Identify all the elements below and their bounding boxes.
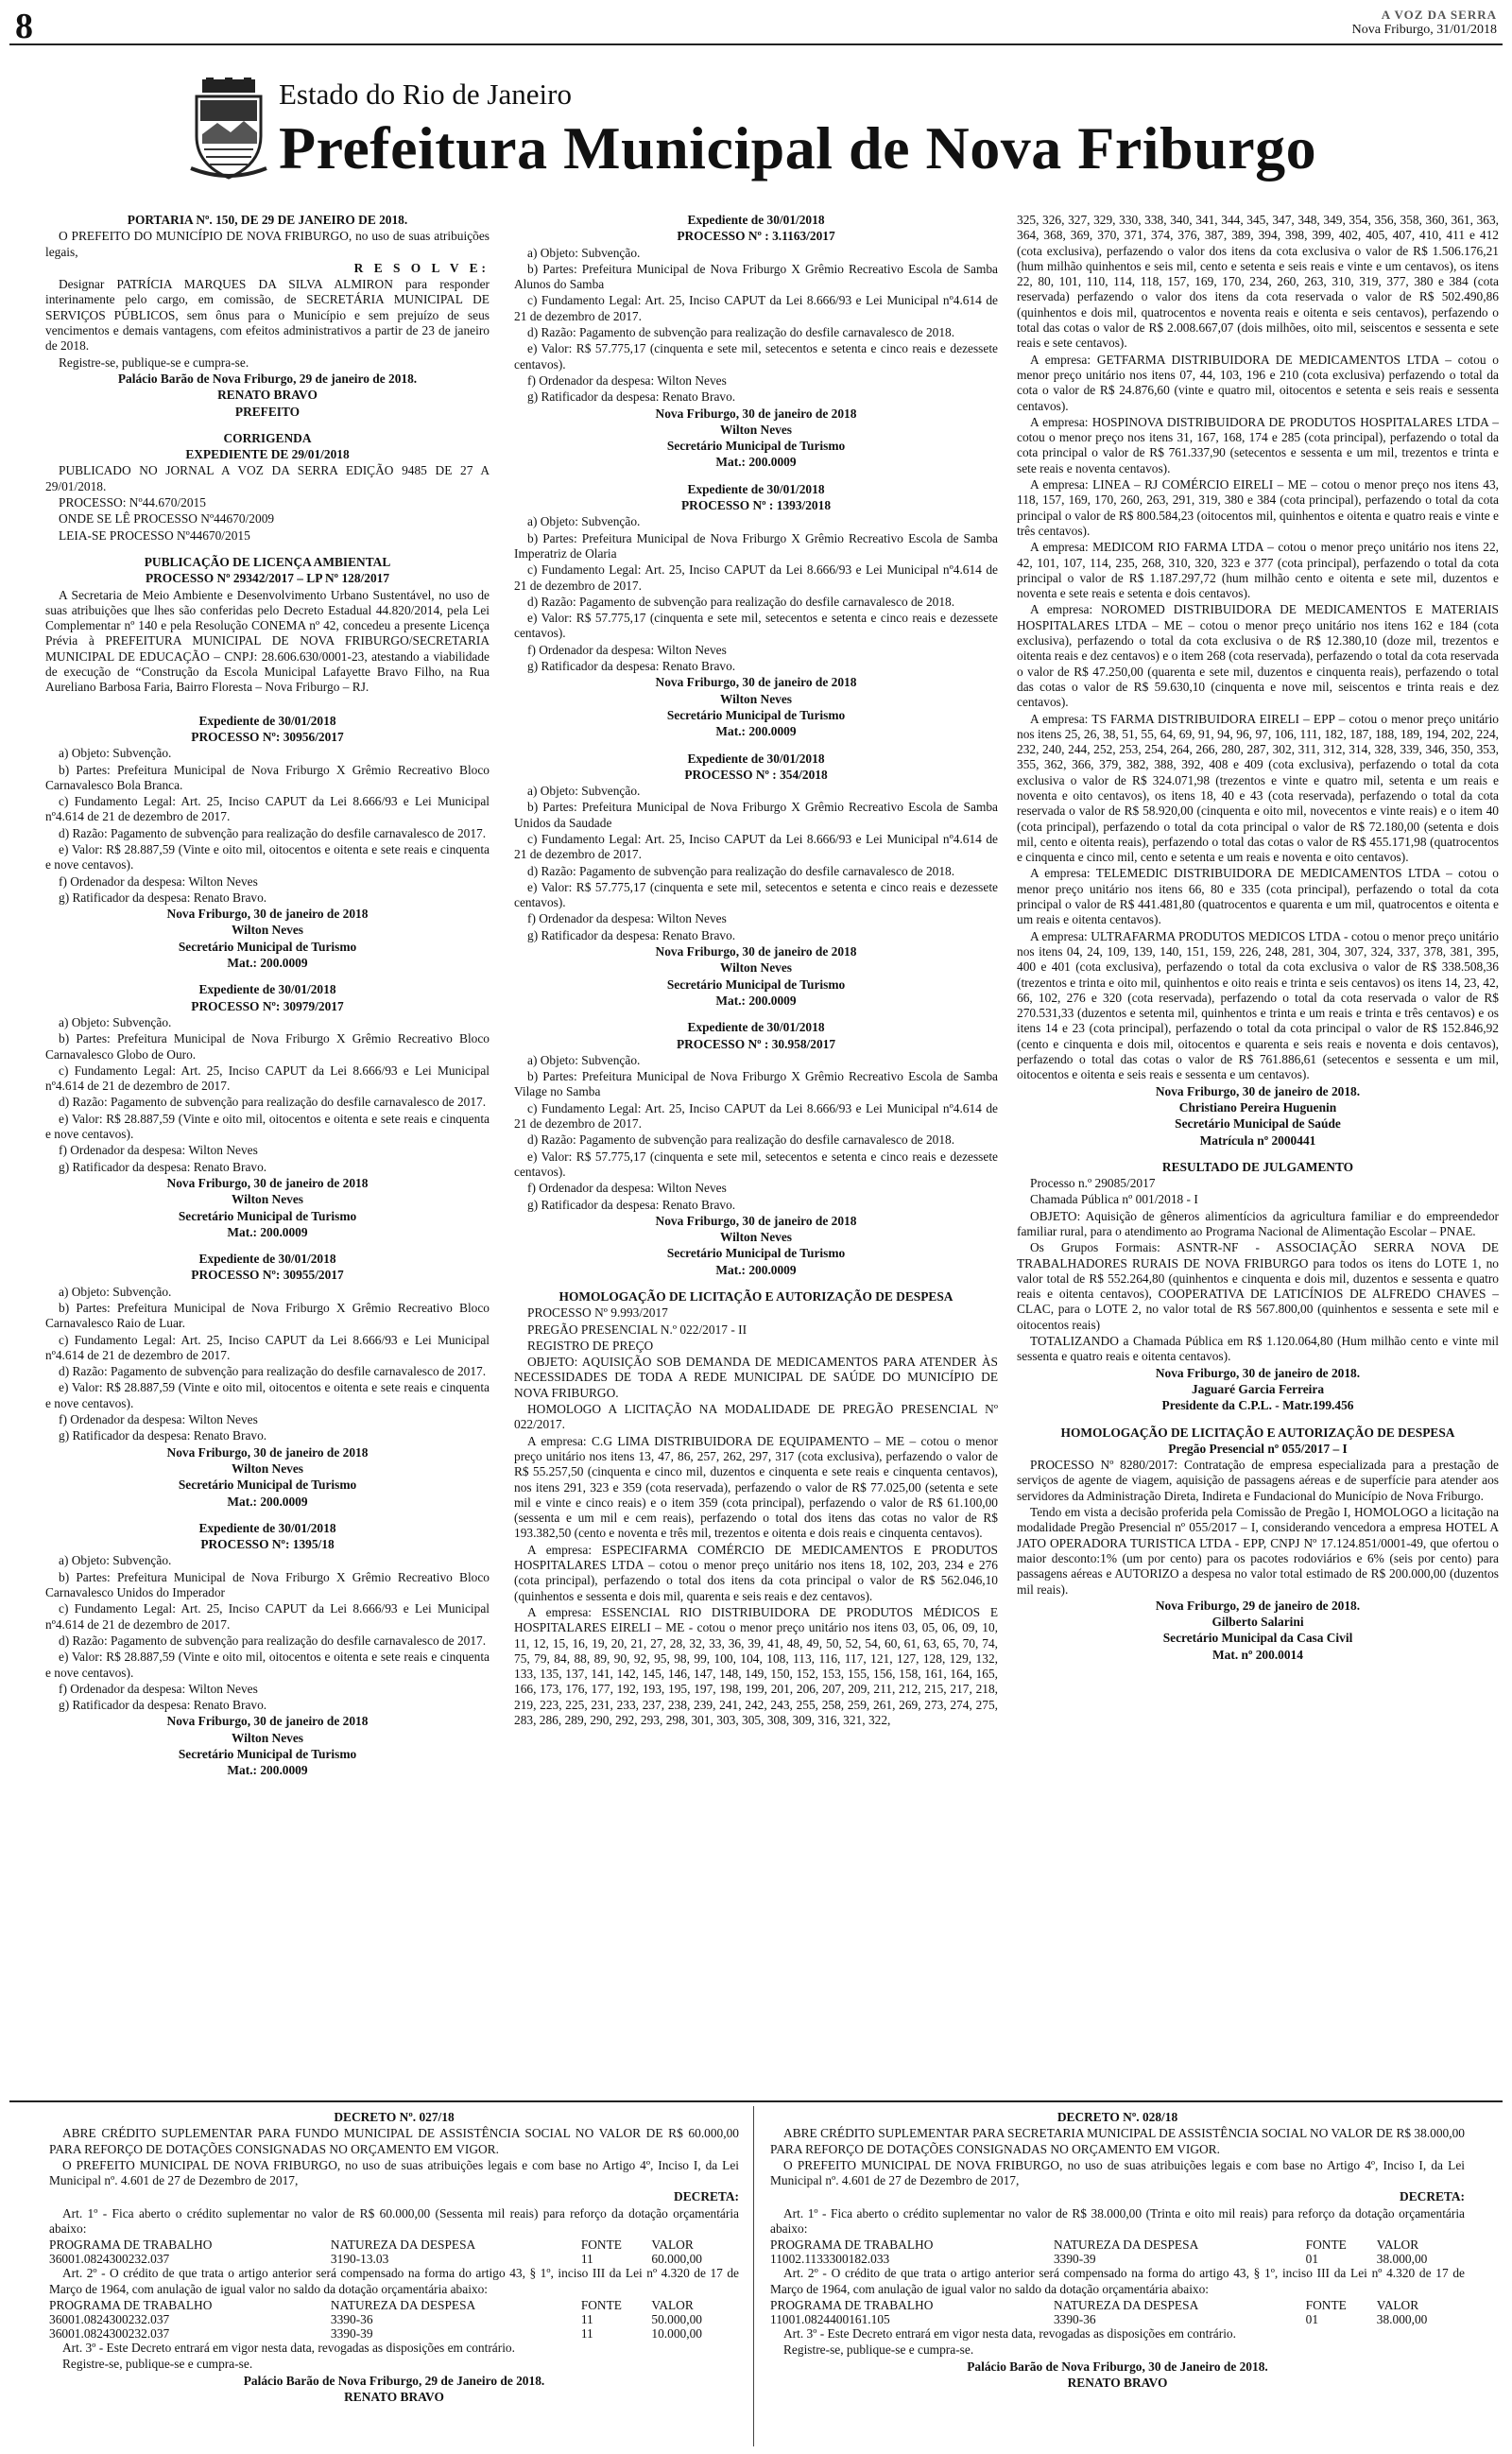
table-cell: 36001.0824300232.037 — [49, 2252, 170, 2267]
expediente-block — [514, 1020, 998, 1278]
government-header — [189, 78, 1323, 191]
expediente-valor: e) Valor: R$ 57.775,17 (cinquenta e sete mil, setecentos e setenta e cinco reais e dezessete centavos). — [514, 341, 998, 372]
expediente-sig-mat: Mat.: 200.0009 — [715, 1262, 797, 1277]
expediente-partes: b) Partes: Prefeitura Municipal de Nova Friburgo X Grêmio Recreativo Bloco Carnavalesco Bola Branca. — [45, 762, 490, 792]
homologacao-hospinova: A empresa: HOSPINOVA DISTRIBUIDORA DE PRODUTOS HOSPITALARES LTDA – cotou o menor preço nos itens 31, 167, 168, 174 e 285 (cota principal), perfazendo o total da cota principal o valor de R$ 761.337,90 (setecentos e sessenta e um mil, trezentos e trinta e sete reais e noventa centavos). — [1017, 414, 1499, 475]
expediente-sig-mat: Mat.: 200.0009 — [227, 956, 308, 971]
table-cell: 3390-39 — [330, 2325, 373, 2341]
resultado-chamada: Chamada Pública nº 001/2018 - I — [1030, 1192, 1198, 1207]
portaria-title: PORTARIA Nº. 150, DE 29 DE JANEIRO DE 2018. — [127, 213, 408, 227]
table-header: PROGRAMA DE TRABALHO — [49, 2297, 213, 2312]
expediente-valor: e) Valor: R$ 28.887,59 (Vinte e oito mil, oitocentos e oitenta e sete reais e cinquenta e nove centavos). — [45, 841, 490, 873]
expediente-fundamento: c) Fundamento Legal: Art. 25, Inciso CAPUT da Lei 8.666/93 e Lei Municipal nº4.614 de 21 de dezembro de 2017. — [45, 1063, 490, 1094]
portaria-signer: RENATO BRAVO — [217, 388, 318, 403]
decreto-table-2 — [770, 2298, 1465, 2326]
portaria-body: Designar PATRÍCIA MARQUES DA SILVA ALMIRON para responder interinamente pelo cargo, em comissão, de SECRETÁRIA MUNICIPAL DE SERVIÇOS PÚBLICOS, sem ônus para o Município e sem prejuízo de seus vencimentos e demais vantagens, com efeitos administrativos a partir de 23 de janeiro de 2018. — [45, 277, 490, 354]
expediente-date: Expediente de 30/01/2018 — [687, 481, 825, 496]
table-cell: 11002.1133300182.033 — [770, 2252, 890, 2267]
homologacao-essencial-rio-cont: 325, 326, 327, 329, 330, 338, 340, 341, 344, 345, 347, 348, 349, 354, 356, 358, 360, 361, 363, 364, 368, 369, 370, 371, 374, 376, 387, 389, 394, 398, 399, 402, 405, 407, 410, 411 e 412 (cota exclusiva), perfazendo o valor dos itens da cota exclusiva o valor de R$ 1.506.176,21 (hum milhão quinhentos e seis mil, cento e setenta e seis reais e vinte e um centavos), os itens 22, 80, 101, 110, 114, 118, 157, 169, 170, 234, 260, 263, 310, 319, 377, 380 e 384 (cota reservada) perfazendo o valor dos itens da cota reservada o valor de R$ 502.490,86 (quinhentos e dois mil, quatrocentos e noventa reais e oitenta e seis centavos), perfazendo o total das cotas o valor de R$ 2.008.667,07 (dois milhões, oito mil, seiscentos e sessenta e sete reais e sete centavos). — [1017, 213, 1499, 351]
decree-divider — [753, 2106, 754, 2446]
decreto-ementa: ABRE CRÉDITO SUPLEMENTAR PARA FUNDO MUNICIPAL DE ASSISTÊNCIA SOCIAL NO VALOR DE R$ 60.000,00 PARA REFORÇO DE DOTAÇÕES CONSIGNADAS NO ORÇAMENTO EM VIGOR. — [49, 2126, 739, 2156]
expediente-fundamento: c) Fundamento Legal: Art. 25, Inciso CAPUT da Lei 8.666/93 e Lei Municipal nº4.614 de 21 de dezembro de 2017. — [514, 293, 998, 323]
expediente-sig-date: Nova Friburgo, 30 de janeiro de 2018 — [655, 1213, 857, 1228]
table-cell: 60.000,00 — [651, 2252, 702, 2267]
expediente-objeto: a) Objeto: Subvenção. — [59, 1014, 172, 1029]
expediente-ratificador: g) Ratificador da despesa: Renato Bravo. — [59, 890, 267, 905]
homologacao2-sig-mat: Mat. nº 200.0014 — [1212, 1647, 1303, 1662]
table-cell: 01 — [1305, 2252, 1319, 2267]
decreto-signer: RENATO BRAVO — [1067, 2375, 1168, 2390]
expediente-valor: e) Valor: R$ 28.887,59 (Vinte e oito mil, oitocentos e oitenta e sete reais e cinquenta e nove centavos). — [45, 1650, 490, 1680]
resultado-sig-name: Jaguaré Garcia Ferreira — [1191, 1381, 1325, 1396]
decreto-palace-date: Palácio Barão de Nova Friburgo, 29 de Janeiro de 2018. — [243, 2373, 545, 2388]
homologacao-cg-lima: A empresa: C.G LIMA DISTRIBUIDORA DE EQUIPAMENTO – ME – cotou o menor preço unitário nos itens 13, 47, 86, 257, 262, 297, 317 (cota exclusiva), perfazendo o valor de R$ 55.257,50 (cinquenta e cinco mil, duzentos e cinquenta e sete reais e cinquenta centavos), nos itens 291, 323 e 359 (cota reservada), perfazendo o valor de R$ 77.025,00 (setenta e sete mil e vinte e cinco reais) e o item 359 (cota principal), perfazendo o valor de R$ 61.100,00 (sessenta e um mil e cem reais), perfazendo o total dos itens das cotas no valor de R$ 193.382,50 (cento e noventa e três mil, trezentos e oitenta e dois reais e cinquenta centavos). — [514, 1433, 998, 1541]
decreto-title: DECRETO Nº. 028/18 — [1057, 2110, 1178, 2124]
expediente-block — [514, 752, 998, 1010]
table-row — [770, 2312, 1465, 2326]
decreto-art2: Art. 2º - O crédito de que trata o artigo anterior será compensado na forma do artigo 43, § 1º, inciso III da Lei nº 4.320 de 17 de Março de 1964, com anulação de igual valor no saldo da dotação orçamentária abaixo: — [770, 2266, 1465, 2296]
table-row — [49, 2326, 739, 2341]
expediente-processo: PROCESSO Nº : 1393/2018 — [680, 498, 832, 513]
expediente-sig-date: Nova Friburgo, 30 de janeiro de 2018 — [166, 1175, 369, 1190]
expediente-ratificador: g) Ratificador da despesa: Renato Bravo. — [527, 927, 736, 942]
homologacao-getfarma: A empresa: GETFARMA DISTRIBUIDORA DE MEDICAMENTOS LTDA – cotou o menor preço unitário nos itens 07, 44, 103, 196 e 210 (cota exclusiva) perfazendo o total da cota o valor de R$ 24.876,60 (vinte e quatro mil, oitocentos e setenta e seis reais e sessenta centavos). — [1017, 352, 1499, 413]
column-3 — [1017, 213, 1499, 1664]
decreto-art3: Art. 3º - Este Decreto entrará em vigor nesta data, revogadas as disposições em contrário. — [62, 2340, 515, 2355]
column-2 — [514, 213, 998, 1729]
expediente-ratificador: g) Ratificador da despesa: Renato Bravo. — [527, 1197, 736, 1212]
expediente-fundamento: c) Fundamento Legal: Art. 25, Inciso CAPUT da Lei 8.666/93 e Lei Municipal nº4.614 de 21 de dezembro de 2017. — [514, 562, 998, 593]
expediente-objeto: a) Objeto: Subvenção. — [59, 746, 172, 761]
decreto-table-2 — [49, 2298, 739, 2341]
expediente-objeto: a) Objeto: Subvenção. — [59, 1553, 172, 1568]
table-header: PROGRAMA DE TRABALHO — [770, 2297, 934, 2312]
portaria-register: Registre-se, publique-se e cumpra-se. — [59, 354, 249, 370]
homologacao2-decisao: Tendo em vista a decisão proferida pela Comissão de Pregão I, HOMOLOGO a licitação na modalidade Pregão Presencial nº 055/2017 – I, considerando vencedora a empresa HOTEL A JATO OPERADORA TURISTICA LTDA - EPP, CNPJ Nº 17.124.851/0001-49, que ofertou o maior desconto:1% (um por cento) para os pacotes rodoviários e 6% (seis por cento) para passagens aéreas e AUTORIZO a despesa no valor total estimado de R$ 200.000,00 (duzentos mil reais). — [1017, 1505, 1499, 1597]
resultado-grupos: Os Grupos Formais: ASNTR-NF - ASSOCIAÇÃO SERRA NOVA DE TRABALHADORES RURAIS DE NOVA FRIBURGO para todos os itens do LOTE 1, no valor total de R$ 552.264,80 (quinhentos e cinquenta e dois mil, duzentos e sessenta e quatro reais e oitenta centavos), COOPERATIVA DE LATICÍNIOS DE ALFREDO CHAVES – CLAC, para o LOTE 2, no valor total de R$ 567.800,00 (quinhentos e sessenta e sete mil e oitocentos reais) — [1017, 1240, 1499, 1332]
expediente-sig-name: Wilton Neves — [231, 923, 303, 938]
expediente-fundamento: c) Fundamento Legal: Art. 25, Inciso CAPUT da Lei 8.666/93 e Lei Municipal nº4.614 de 21 de dezembro de 2017. — [514, 831, 998, 862]
expediente-sig-role: Secretário Municipal de Turismo — [666, 707, 846, 722]
expediente-sig-name: Wilton Neves — [719, 960, 792, 976]
expediente-fundamento: c) Fundamento Legal: Art. 25, Inciso CAPUT da Lei 8.666/93 e Lei Municipal nº4.614 de 21 de dezembro de 2017. — [514, 1100, 998, 1132]
paper-name: A VOZ DA SERRA — [1381, 8, 1497, 22]
licenca-text: A Secretaria de Meio Ambiente e Desenvolvimento Urbano Sustentável, no uso de suas atribuições que lhes são conferidas pelo Decreto Estadual 44.820/2014, pela Lei Complementar nº 140 e pela Resolução CONEMA nº 42, concedeu a presente Licença Prévia à PREFEITURA MUNICIPAL DE NOVA FRIBURGO/SECRETARIA MUNICIPAL DE EDUCAÇÃO – CNPJ: 28.606.630/0001-23, atestando a viabilidade de execução de “Construção da Escola Municipal Lafayette Bravo Filho, na Rua Aureliano Barbosa Faria, Bairro Floresta – Nova Friburgo – RJ. — [45, 587, 490, 695]
table-row — [49, 2252, 739, 2266]
expediente-partes: b) Partes: Prefeitura Municipal de Nova Friburgo X Grêmio Recreativo Escola de Samba Unidos da Saudade — [514, 800, 998, 830]
resultado-total: TOTALIZANDO a Chamada Pública em R$ 1.120.064,80 (Hum milhão cento e vinte mil sessenta e quatro reais e oitenta centavos). — [1017, 1334, 1499, 1364]
expediente-processo: PROCESSO Nº : 30.958/2017 — [676, 1036, 836, 1051]
decreto-palace-date: Palácio Barão de Nova Friburgo, 30 de Janeiro de 2018. — [967, 2359, 1268, 2374]
expediente-objeto: a) Objeto: Subvenção. — [59, 1284, 172, 1299]
expediente-sig-mat: Mat.: 200.0009 — [715, 993, 797, 1008]
decreto-art1: Art. 1º - Fica aberto o crédito suplementar no valor de R$ 60.000,00 (Sessenta mil reais) para reforço da dotação orçamentária abaixo: — [49, 2205, 739, 2237]
table-header-row — [49, 2298, 739, 2312]
corrigenda-title: CORRIGENDA — [223, 430, 312, 445]
expediente-sig-role: Secretário Municipal de Turismo — [666, 976, 846, 992]
expediente-sig-role: Secretário Municipal de Turismo — [178, 1208, 357, 1223]
expediente-objeto: a) Objeto: Subvenção. — [527, 1052, 641, 1067]
corrigenda-publicado: PUBLICADO NO JORNAL A VOZ DA SERRA EDIÇÃO 9485 DE 27 A 29/01/2018. — [45, 463, 490, 493]
homologacao-objeto: OBJETO: AQUISIÇÃO SOB DEMANDA DE MEDICAMENTOS PARA ATENDER ÀS NECESSIDADES DE TODA A REDE MUNICIPAL DE SAÚDE DO MUNICÍPIO DE NOVA FRIBURGO. — [514, 1355, 998, 1400]
table-header: NATUREZA DA DESPESA — [1053, 2238, 1199, 2253]
table-header: FONTE — [580, 2297, 622, 2312]
expediente-ordenador: f) Ordenador da despesa: Wilton Neves — [527, 911, 727, 926]
expediente-partes: b) Partes: Prefeitura Municipal de Nova Friburgo X Grêmio Recreativo Escola de Samba Alunos do Samba — [514, 261, 998, 292]
table-header: VALOR — [651, 2238, 694, 2253]
expediente-sig-name: Wilton Neves — [231, 1730, 303, 1745]
table-cell: 38.000,00 — [1376, 2252, 1428, 2267]
expediente-sig-date: Nova Friburgo, 30 de janeiro de 2018 — [166, 1444, 369, 1460]
expediente-razao: d) Razão: Pagamento de subvenção para realização do desfile carnavalesco de 2017. — [59, 825, 487, 840]
resultado-objeto: OBJETO: Aquisição de gêneros alimentícios da agricultura familiar e do empreendedor familiar rural, para o atendimento ao Programa Nacional de Alimentação Escolar – PNAE. — [1017, 1208, 1499, 1238]
decreto-decreta: DECRETA: — [674, 2189, 739, 2204]
table-cell: 50.000,00 — [651, 2311, 702, 2326]
homologacao-medicom: A empresa: MEDICOM RIO FARMA LTDA – cotou o menor preço unitário nos itens 22, 42, 101, 107, 114, 235, 268, 310, 320, 323 e 377 (cota principal), perfazendo o total da cota principal o valor de R$ 1.187.297,72 (hum milhão cento e oitenta e sete mil, duzentos e noventa e sete reais e setenta e dois centavos). — [1017, 540, 1499, 601]
expediente-ordenador: f) Ordenador da despesa: Wilton Neves — [527, 372, 727, 388]
saude-sig-name: Christiano Pereira Huguenin — [1178, 1099, 1337, 1115]
decreto-028 — [770, 2110, 1465, 2392]
expediente-razao: d) Razão: Pagamento de subvenção para realização do desfile carnavalesco de 2017. — [59, 1633, 487, 1648]
expediente-razao: d) Razão: Pagamento de subvenção para realização do desfile carnavalesco de 2018. — [527, 1132, 955, 1148]
expediente-fundamento: c) Fundamento Legal: Art. 25, Inciso CAPUT da Lei 8.666/93 e Lei Municipal nº4.614 de 21 de dezembro de 2017. — [45, 794, 490, 824]
table-header: NATUREZA DA DESPESA — [1053, 2297, 1199, 2312]
portaria-intro: O PREFEITO DO MUNICÍPIO DE NOVA FRIBURGO, no uso de suas atribuições legais, — [45, 229, 490, 259]
expediente-block — [45, 1521, 490, 1779]
masthead — [1352, 8, 1497, 38]
expediente-partes: b) Partes: Prefeitura Municipal de Nova Friburgo X Grêmio Recreativo Escola de Samba Vilage no Samba — [514, 1069, 998, 1099]
licenca-title: PUBLICAÇÃO DE LICENÇA AMBIENTAL — [144, 554, 391, 569]
expediente-sig-role: Secretário Municipal de Turismo — [666, 439, 846, 454]
coat-of-arms-icon — [189, 78, 268, 181]
expediente-sig-date: Nova Friburgo, 30 de janeiro de 2018 — [166, 1714, 369, 1729]
homologacao2-sig-date: Nova Friburgo, 29 de janeiro de 2018. — [1155, 1598, 1361, 1613]
expediente-processo: PROCESSO Nº: 30955/2017 — [191, 1268, 344, 1283]
expediente-razao: d) Razão: Pagamento de subvenção para realização do desfile carnavalesco de 2018. — [527, 594, 955, 609]
decreto-027 — [49, 2110, 739, 2406]
expediente-block — [514, 482, 998, 740]
table-header: VALOR — [651, 2297, 694, 2312]
table-cell: 38.000,00 — [1376, 2311, 1428, 2326]
table-cell: 11 — [580, 2252, 593, 2267]
homologacao-pregao: PREGÃO PRESENCIAL N.º 022/2017 - II — [527, 1322, 747, 1337]
expediente-ratificador: g) Ratificador da despesa: Renato Bravo. — [59, 1159, 267, 1174]
expediente-sig-role: Secretário Municipal de Turismo — [178, 1747, 357, 1762]
homologacao-title: HOMOLOGAÇÃO DE LICITAÇÃO E AUTORIZAÇÃO DE DESPESA — [558, 1289, 954, 1304]
expediente-ordenador: f) Ordenador da despesa: Wilton Neves — [527, 642, 727, 657]
expediente-fundamento: c) Fundamento Legal: Art. 25, Inciso CAPUT da Lei 8.666/93 e Lei Municipal nº4.614 de 21 de dezembro de 2017. — [45, 1601, 490, 1632]
table-cell: 11 — [580, 2311, 593, 2326]
expediente-sig-name: Wilton Neves — [231, 1192, 303, 1207]
table-header-row — [770, 2238, 1465, 2252]
expediente-date: Expediente de 30/01/2018 — [687, 1020, 825, 1035]
expediente-sig-role: Secretário Municipal de Turismo — [178, 939, 357, 954]
expediente-date: Expediente de 30/01/2018 — [687, 213, 825, 227]
expediente-objeto: a) Objeto: Subvenção. — [527, 784, 641, 799]
expediente-partes: b) Partes: Prefeitura Municipal de Nova Friburgo X Grêmio Recreativo Bloco Carnavalesco Raio de Luar. — [45, 1301, 490, 1331]
table-header: FONTE — [580, 2238, 622, 2253]
decreto-table-1 — [770, 2238, 1465, 2266]
expediente-razao: d) Razão: Pagamento de subvenção para realização do desfile carnavalesco de 2018. — [527, 863, 955, 878]
corrigenda-processo: PROCESSO: Nº44.670/2015 — [59, 495, 206, 510]
expediente-sig-mat: Mat.: 200.0009 — [227, 1224, 308, 1239]
bottom-divider — [9, 2100, 1503, 2102]
expediente-valor: e) Valor: R$ 57.775,17 (cinquenta e sete mil, setecentos e setenta e cinco reais e dezessete centavos). — [514, 611, 998, 641]
expediente-processo: PROCESSO Nº : 3.1163/2017 — [677, 229, 835, 244]
expediente-ordenador: f) Ordenador da despesa: Wilton Neves — [59, 873, 258, 889]
homologacao-homologo: HOMOLOGO A LICITAÇÃO NA MODALIDADE DE PREGÃO PRESENCIAL Nº 022/2017. — [514, 1402, 998, 1432]
expediente-processo: PROCESSO Nº: 30979/2017 — [191, 998, 344, 1013]
decreto-signer: RENATO BRAVO — [344, 2389, 444, 2404]
homologacao-registro: REGISTRO DE PREÇO — [527, 1338, 654, 1353]
homologacao-essencial-rio: A empresa: ESSENCIAL RIO DISTRIBUIDORA DE PRODUTOS MÉDICOS E HOSPITALARES EIRELI – ME - cotou o menor preço unitário nos itens 03, 05, 06, 09, 10, 11, 12, 15, 16, 19, 20, 21, 27, 28, 32, 33, 36, 39, 41, 48, 49, 50, 52, 54, 60, 61, 63, 65, 70, 74, 75, 79, 84, 88, 89, 90, 92, 95, 98, 99, 100, 104, 108, 113, 116, 117, 121, 127, 128, 129, 132, 133, 135, 137, 141, 142, 145, 146, 147, 148, 149, 150, 152, 153, 155, 156, 158, 161, 164, 165, 166, 173, 176, 177, 192, 193, 195, 197, 198, 199, 201, 206, 207, 209, 211, 212, 215, 217, 218, 219, 223, 225, 231, 233, 237, 238, 239, 241, 242, 243, 255, 258, 259, 261, 269, 273, 274, 275, 283, 286, 289, 290, 292, 293, 298, 301, 303, 305, 308, 309, 316, 321, 322, — [514, 1604, 998, 1728]
expediente-objeto: a) Objeto: Subvenção. — [527, 514, 641, 529]
expediente-sig-date: Nova Friburgo, 30 de janeiro de 2018 — [655, 675, 857, 690]
expediente-ratificador: g) Ratificador da despesa: Renato Bravo. — [527, 659, 736, 674]
expediente-sig-mat: Mat.: 200.0009 — [715, 724, 797, 739]
table-header: NATUREZA DA DESPESA — [330, 2238, 476, 2253]
decreto-decreta: DECRETA: — [1400, 2189, 1465, 2204]
decreto-register: Registre-se, publique-se e cumpra-se. — [783, 2342, 974, 2358]
homologacao-especifarma: A empresa: ESPECIFARMA COMÉRCIO DE MEDICAMENTOS E PRODUTOS HOSPITALARES LTDA – cotou o menor preço unitário nos itens 18, 102, 203, 234 e 276 (cota principal), perfazendo o total dos itens da cota principal o valor de R$ 562.046,10 (quinhentos e sessenta e dois mil, quarenta e seis reais e dez centavos). — [514, 1542, 998, 1603]
resultado-sig-date: Nova Friburgo, 30 de janeiro de 2018. — [1155, 1365, 1361, 1380]
table-cell: 11 — [580, 2325, 593, 2341]
expediente-valor: e) Valor: R$ 57.775,17 (cinquenta e sete mil, setecentos e setenta e cinco reais e dezessete centavos). — [514, 879, 998, 910]
expediente-ordenador: f) Ordenador da despesa: Wilton Neves — [527, 1181, 727, 1196]
homologacao2-title: HOMOLOGAÇÃO DE LICITAÇÃO E AUTORIZAÇÃO DE DESPESA — [1060, 1425, 1455, 1440]
table-cell: 3190-13.03 — [330, 2252, 389, 2267]
decreto-art1: Art. 1º - Fica aberto o crédito suplementar no valor de R$ 38.000,00 (Trinta e oito mil reais) para reforço da dotação orçamentária abaixo: — [770, 2205, 1465, 2237]
table-cell: 36001.0824300232.037 — [49, 2311, 170, 2326]
homologacao-tsfarma: A empresa: TS FARMA DISTRIBUIDORA EIRELI – EPP – cotou o menor preço unitário nos itens 25, 26, 38, 51, 55, 64, 69, 91, 94, 96, 97, 106, 111, 182, 187, 188, 189, 194, 202, 224, 232, 240, 244, 252, 253, 254, 264, 266, 280, 287, 302, 311, 312, 314, 328, 339, 346, 350, 353, 355, 362, 366, 379, 382, 388, 392, 408 e 409 (cota exclusiva), perfazendo o total da cota exclusiva o valor de R$ 324.071,98 (trezentos e vinte e quatro mil, setenta e um reais e noventa e oito centavos), os itens 18, 40 e 43 (cota reservada), perfazendo o total da cota reservada o valor de R$ 58.920,00 (cinquenta e oito mil, novecentos e vinte reais) e o item 40 (cota principal), perfazendo o total da cota principal o valor de R$ 72.180,00 (setenta e dois mil, cento e oitenta reais), perfazendo o total das cotas o valor de R$ 455.171,98 (quatrocentos e cinquenta e cinco mil, cento e setenta e um reais e noventa e oito centavos). — [1017, 711, 1499, 865]
issue-date: Nova Friburgo, 31/01/2018 — [1351, 23, 1497, 37]
table-header: NATUREZA DA DESPESA — [330, 2297, 476, 2312]
expediente-date: Expediente de 30/01/2018 — [687, 751, 825, 766]
decreto-intro: O PREFEITO MUNICIPAL DE NOVA FRIBURGO, no uso de suas atribuições legais e com base no Artigo 4º, Inciso I, da Lei Municipal nº. 4.601 de 27 de Dezembro de 2017, — [770, 2157, 1465, 2188]
homologacao-ultrafarma: A empresa: ULTRAFARMA PRODUTOS MEDICOS LTDA - cotou o menor preço unitário nos itens 04, 24, 109, 139, 140, 151, 159, 226, 248, 281, 304, 307, 324, 337, 378, 381, 395, 400 e 401 (cota exclusiva), perfazendo o total da cota exclusiva o valor de R$ 338.508,36 (trezentos e trinta e oito mil, quinhentos e oito reais e trinta e seis centavos) os itens 14, 23, 42, 66, 102, 276 e 320 (cota reservada), perfazendo o total da cota reservada o valor de R$ 270.531,33 (duzentos e setenta mil, quinhentos e trinta e um reais e trinta e três centavos) e os itens 14 e 23 (cota principal), perfazendo o total da cota principal o valor de R$ 152.846,92 (cento e cinquenta e dois mil, oitocentos e quarenta e seis reais e noventa e dois centavos), perfazendo o total das cotas o valor de R$ 761.886,61 (setecentos e sessenta e um mil, oitocentos e oitenta e seis reais e sessenta e um centavos). — [1017, 928, 1499, 1082]
saude-sig-mat: Matrícula nº 2000441 — [1199, 1132, 1316, 1148]
decreto-title: DECRETO Nº. 027/18 — [334, 2110, 455, 2124]
homologacao-noromed: A empresa: NOROMED DISTRIBUIDORA DE MEDICAMENTOS E MATERIAIS HOSPITALARES LTDA – ME – cotou o menor preço unitário nos itens 162 e 184 (cota exclusiva), perfazendo o total da cota exclusiva o de R$ 12.380,10 (doze mil, trezentos e oitenta reais e dez centavos) e o item 268 (cota reservada), perfazendo o total da cota reservada o valor de R$ 47.250,00 (quarenta e sete mil, duzentos e cinquenta reais), perfazendo o total das cotas o valor de R$ 59.630,10 (cinquenta e nove mil, seiscentos e trinta reais e dez centavos). — [1017, 602, 1499, 710]
expediente-valor: e) Valor: R$ 57.775,17 (cinquenta e sete mil, setecentos e setenta e cinco reais e dezessete centavos). — [514, 1149, 998, 1179]
table-cell: 3390-36 — [1053, 2311, 1096, 2326]
decreto-art2: Art. 2º - O crédito de que trata o artigo anterior será compensado na forma do artigo 43, § 1º, inciso III da Lei nº 4.320 de 17 de Março de 1964, com anulação de igual valor no saldo da dotação orçamentária abaixo: — [49, 2266, 739, 2296]
expediente-sig-name: Wilton Neves — [231, 1460, 303, 1476]
expediente-ordenador: f) Ordenador da despesa: Wilton Neves — [59, 1412, 258, 1427]
corrigenda-expediente: EXPEDIENTE DE 29/01/2018 — [185, 447, 350, 462]
expediente-valor: e) Valor: R$ 28.887,59 (Vinte e oito mil, oitocentos e oitenta e sete reais e cinquenta e nove centavos). — [45, 1380, 490, 1410]
page-number: 8 — [15, 7, 33, 46]
homologacao-telemedic: A empresa: TELEMEDIC DISTRIBUIDORA DE MEDICAMENTOS LTDA – cotou o menor preço unitário nos itens 66, 80 e 335 (cota principal), perfazendo o total da cota principal o valor de R$ 441.481,80 (quatrocentos e quarenta e um mil, quatrocentos e oitenta e um reais e oitenta centavos). — [1017, 866, 1499, 927]
expediente-sig-name: Wilton Neves — [719, 691, 792, 706]
resultado-sig-role: Presidente da C.P.L. - Matr.199.456 — [1161, 1398, 1354, 1413]
expediente-date: Expediente de 30/01/2018 — [198, 982, 336, 997]
table-cell: 3390-36 — [330, 2311, 373, 2326]
state-name: Estado do Rio de Janeiro — [279, 78, 572, 111]
table-cell: 36001.0824300232.037 — [49, 2325, 170, 2341]
table-header: PROGRAMA DE TRABALHO — [770, 2238, 934, 2253]
homologacao2-subtitle: Pregão Presencial nº 055/2017 – I — [1168, 1441, 1348, 1456]
expediente-objeto: a) Objeto: Subvenção. — [527, 245, 641, 260]
homologacao2-processo: PROCESSO Nº 8280/2017: Contratação de empresa especializada para a prestação de serviços de agente de viagem, aquisição de passagens aéreas e de superfície para atender aos servidores da Administração Direta, Indireta e Fundacional do Município de Nova Friburgo. — [1017, 1458, 1499, 1503]
homologacao2-sig-name: Gilberto Salarini — [1211, 1615, 1304, 1630]
expediente-block — [514, 213, 998, 471]
expediente-ratificador: g) Ratificador da despesa: Renato Bravo. — [527, 389, 736, 405]
expediente-date: Expediente de 30/01/2018 — [198, 1520, 336, 1535]
expediente-ordenador: f) Ordenador da despesa: Wilton Neves — [59, 1681, 258, 1696]
expediente-block — [45, 714, 490, 972]
expediente-sig-name: Wilton Neves — [719, 1230, 792, 1245]
table-row — [770, 2252, 1465, 2266]
table-header: VALOR — [1376, 2297, 1419, 2312]
expediente-sig-name: Wilton Neves — [719, 422, 792, 437]
expediente-valor: e) Valor: R$ 28.887,59 (Vinte e oito mil, oitocentos e oitenta e sete reais e cinquenta e nove centavos). — [45, 1111, 490, 1142]
table-cell: 10.000,00 — [651, 2325, 702, 2341]
homologacao2-sig-role: Secretário Municipal da Casa Civil — [1162, 1631, 1353, 1646]
top-bar — [9, 6, 1503, 45]
expediente-sig-mat: Mat.: 200.0009 — [715, 455, 797, 470]
expediente-processo: PROCESSO Nº: 30956/2017 — [191, 729, 344, 744]
table-header: FONTE — [1305, 2238, 1347, 2253]
expediente-sig-role: Secretário Municipal de Turismo — [666, 1246, 846, 1261]
expediente-fundamento: c) Fundamento Legal: Art. 25, Inciso CAPUT da Lei 8.666/93 e Lei Municipal nº4.614 de 21 de dezembro de 2017. — [45, 1332, 490, 1362]
expediente-ratificador: g) Ratificador da despesa: Renato Bravo. — [59, 1428, 267, 1443]
table-cell: 01 — [1305, 2311, 1319, 2326]
table-header: PROGRAMA DE TRABALHO — [49, 2238, 213, 2253]
expediente-razao: d) Razão: Pagamento de subvenção para realização do desfile carnavalesco de 2017. — [59, 1364, 487, 1379]
expediente-sig-date: Nova Friburgo, 30 de janeiro de 2018 — [655, 406, 857, 421]
expediente-date: Expediente de 30/01/2018 — [198, 1252, 336, 1267]
expediente-razao: d) Razão: Pagamento de subvenção para realização do desfile carnavalesco de 2017. — [59, 1095, 487, 1110]
homologacao-processo: PROCESSO Nº 9.993/2017 — [527, 1305, 668, 1321]
resolve-heading: R E S O L V E: — [353, 260, 490, 275]
expediente-razao: d) Razão: Pagamento de subvenção para realização do desfile carnavalesco de 2018. — [527, 325, 955, 340]
expediente-sig-mat: Mat.: 200.0009 — [227, 1763, 308, 1778]
table-row — [49, 2312, 739, 2326]
column-1 — [45, 213, 490, 1780]
expediente-block — [45, 982, 490, 1240]
decreto-intro: O PREFEITO MUNICIPAL DE NOVA FRIBURGO, no uso de suas atribuições legais e com base no Artigo 4º, Inciso I, da Lei Municipal nº. 4.601 de 27 de Dezembro de 2017, — [49, 2157, 739, 2188]
table-cell: 11001.0824400161.105 — [770, 2311, 890, 2326]
expediente-partes: b) Partes: Prefeitura Municipal de Nova Friburgo X Grêmio Recreativo Bloco Carnavalesco Globo de Ouro. — [45, 1031, 490, 1062]
table-header-row — [49, 2238, 739, 2252]
expediente-sig-date: Nova Friburgo, 30 de janeiro de 2018 — [655, 944, 857, 959]
expediente-sig-date: Nova Friburgo, 30 de janeiro de 2018 — [166, 907, 369, 922]
corrigenda-leia-se: LEIA-SE PROCESSO Nº44670/2015 — [59, 527, 250, 543]
saude-sig-role: Secretário Municipal de Saúde — [1175, 1116, 1341, 1132]
expediente-block — [45, 1252, 490, 1510]
prefeitura-title: Prefeitura Municipal de Nova Friburgo — [279, 114, 1317, 181]
resultado-processo: Processo n.º 29085/2017 — [1030, 1176, 1156, 1191]
expediente-processo: PROCESSO Nº : 354/2018 — [684, 767, 828, 782]
expediente-partes: b) Partes: Prefeitura Municipal de Nova Friburgo X Grêmio Recreativo Escola de Samba Imperatriz de Olaria — [514, 530, 998, 561]
decreto-table-1 — [49, 2238, 739, 2266]
portaria-palace-date: Palácio Barão de Nova Friburgo, 29 de janeiro de 2018. — [117, 371, 418, 386]
table-header: FONTE — [1305, 2297, 1347, 2312]
expediente-processo: PROCESSO Nº: 1395/18 — [200, 1537, 335, 1552]
decreto-register: Registre-se, publique-se e cumpra-se. — [62, 2357, 253, 2372]
decreto-ementa: ABRE CRÉDITO SUPLEMENTAR PARA SECRETARIA MUNICIPAL DE ASSISTÊNCIA SOCIAL NO VALOR DE R$ 38.000,00 PARA REFORÇO DE DOTAÇÕES CONSIGNADAS NO ORÇAMENTO EM VIGOR. — [770, 2126, 1465, 2156]
expediente-ratificador: g) Ratificador da despesa: Renato Bravo. — [59, 1698, 267, 1713]
expediente-sig-role: Secretário Municipal de Turismo — [178, 1478, 357, 1493]
expediente-date: Expediente de 30/01/2018 — [198, 713, 336, 728]
saude-sig-date: Nova Friburgo, 30 de janeiro de 2018. — [1155, 1083, 1361, 1098]
corrigenda-onde-se-le: ONDE SE LÊ PROCESSO Nº44670/2009 — [59, 511, 275, 527]
homologacao-linea: A empresa: LINEA – RJ COMÉRCIO EIRELI – ME – cotou o menor preço nos itens 43, 118, 157, 169, 170, 260, 263, 291, 319, 380 e 384 (cota principal), perfazendo o total da cota principal o valor de R$ 800.584,23 (oitocentos mil, quinhentos e oitenta e quatro reais e vinte e três centavos). — [1017, 477, 1499, 538]
resultado-title: RESULTADO DE JULGAMENTO — [1161, 1159, 1354, 1174]
licenca-subtitle: PROCESSO Nº 29342/2017 – LP Nº 128/2017 — [145, 571, 390, 586]
expediente-partes: b) Partes: Prefeitura Municipal de Nova Friburgo X Grêmio Recreativo Bloco Carnavalesco Unidos do Imperador — [45, 1569, 490, 1600]
portaria-signer-role: PREFEITO — [234, 404, 301, 419]
decreto-art3: Art. 3º - Este Decreto entrará em vigor nesta data, revogadas as disposições em contrário. — [783, 2325, 1236, 2341]
table-cell: 3390-39 — [1053, 2252, 1096, 2267]
expediente-sig-mat: Mat.: 200.0009 — [227, 1494, 308, 1509]
table-header-row — [770, 2298, 1465, 2312]
table-header: VALOR — [1376, 2238, 1419, 2253]
expediente-ordenador: f) Ordenador da despesa: Wilton Neves — [59, 1143, 258, 1158]
